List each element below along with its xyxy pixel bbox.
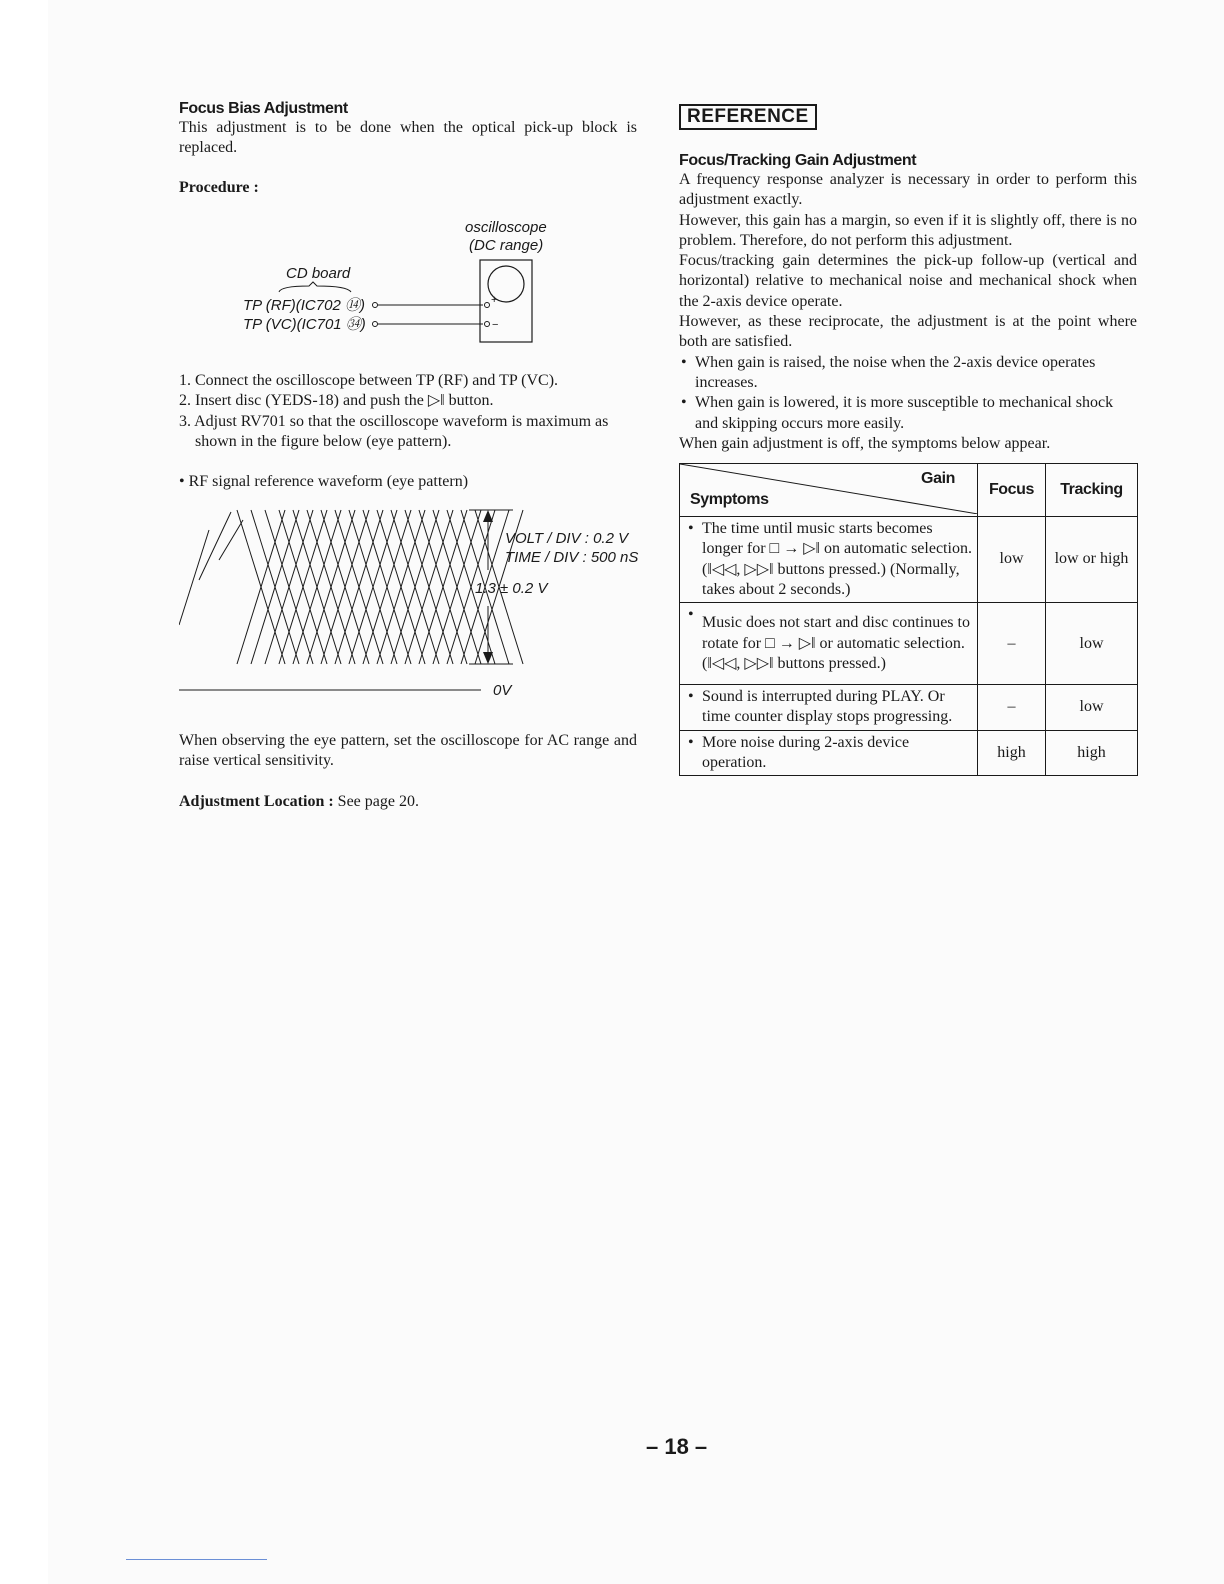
focus-cell: high	[978, 730, 1046, 776]
paragraph-4: However, as these reciprocate, the adjustment is at the point where both are satisfied.	[679, 313, 1137, 351]
bullet-lowered: • When gain is lowered, it is more susceptible to mechanical shock and skipping occurs more easily.	[679, 393, 1137, 434]
step-3: 3. Adjust RV701 so that the oscilloscope waveform is maximum as shown in the figure below (eye pattern).	[179, 412, 609, 450]
table-row	[680, 730, 1138, 776]
adjustment-location	[179, 792, 637, 812]
cd-board-label: CD board	[286, 265, 351, 282]
connection-diagram	[179, 210, 639, 350]
scan-mark	[126, 1559, 267, 1560]
tracking-cell: low	[1046, 685, 1138, 731]
oscilloscope-box	[480, 260, 532, 342]
intro-text: This adjustment is to be done when the optical pick-up block is replaced.	[179, 119, 637, 157]
paragraph-3: Focus/tracking gain determines the pick-up follow-up (vertical and horizontal) relative to mechanical noise and mechanical shock when the 2-axis device operate.	[679, 252, 1137, 310]
volt-div-label: VOLT / DIV : 0.2 V	[505, 530, 629, 547]
tp-vc-terminal	[373, 322, 378, 327]
page-number: – 18 –	[646, 1434, 708, 1459]
oscilloscope-label: oscilloscope	[465, 219, 547, 236]
tp-vc-label: TP (VC)(IC701 ㉞)	[243, 316, 366, 333]
paragraph-1: A frequency response analyzer is necessary in order to perform this adjustment exactly.	[679, 171, 1137, 209]
location-label: Adjustment Location :	[179, 792, 334, 810]
tracking-cell: high	[1046, 730, 1138, 776]
gain-symptoms-header	[680, 464, 978, 517]
tracking-cell: low or high	[1046, 517, 1138, 603]
dc-range-label: (DC range)	[469, 237, 544, 254]
focus-cell: –	[978, 685, 1046, 731]
cd-board-brace	[279, 282, 351, 292]
table-row	[680, 603, 1138, 685]
table-header-row	[680, 464, 1138, 517]
paragraph-5: When gain adjustment is off, the symptoms below appear.	[679, 434, 1051, 452]
section-heading: Focus Bias Adjustment	[179, 100, 348, 117]
plus-sign: +	[491, 294, 498, 306]
arrow-head-up	[483, 510, 493, 522]
symptoms-header: Symptoms	[690, 490, 769, 508]
eye-pattern-waveform	[179, 510, 523, 664]
time-div-label: TIME / DIV : 500 nS	[505, 549, 639, 566]
gain-bullets	[679, 353, 1137, 434]
symptoms-table	[679, 463, 1138, 776]
step-1: 1. Connect the oscilloscope between TP (RF) and TP (VC).	[179, 372, 559, 389]
arrow-head-down	[483, 652, 493, 664]
eye-pattern-figure	[179, 500, 639, 705]
observe-block	[179, 731, 637, 812]
table-row	[680, 517, 1138, 603]
gain-header: Gain	[921, 470, 955, 487]
focus-header: Focus	[978, 464, 1046, 517]
step-2: 2. Insert disc (YEDS-18) and push the ▷‖ button.	[179, 392, 494, 410]
observe-note: When observing the eye pattern, set the oscilloscope for AC range and raise vertical sensitivity.	[179, 732, 637, 770]
procedure-steps	[179, 371, 637, 492]
minus-sign: −	[492, 319, 499, 331]
tracking-header: Tracking	[1046, 464, 1138, 517]
tracking-cell: low	[1046, 603, 1138, 685]
tp-rf-terminal	[373, 303, 378, 308]
symptom-cell: • Sound is interrupted during PLAY. Or time counter display stops progressing.	[680, 685, 978, 731]
paragraph-2: However, this gain has a margin, so even if it is slightly off, there is no problem. Therefore, do not perform this adjustment.	[679, 211, 1137, 249]
tp-rf-label: TP (RF)(IC702 ⑭)	[243, 297, 365, 314]
rf-note: • RF signal reference waveform (eye pattern)	[179, 473, 469, 491]
symptom-cell: • Music does not start and disc continues to rotate for □ → ▷‖ or automatic selection. (‖◁◁, ▷▷‖ buttons pressed.)	[680, 603, 978, 685]
symptom-cell: • The time until music starts becomes longer for □ → ▷‖ on automatic selection. (‖◁◁, ▷▷‖ buttons pressed.) (Normally, takes about 2 seconds.)	[680, 517, 978, 603]
scope-minus-terminal	[485, 322, 490, 327]
gain-heading: Focus/Tracking Gain Adjustment	[679, 152, 917, 169]
procedure-label: Procedure :	[179, 178, 259, 196]
bullet-raised: • When gain is raised, the noise when the 2-axis device operates increases.	[679, 353, 1137, 394]
focus-bias-section	[179, 100, 637, 197]
reference-badge: REFERENCE	[679, 104, 817, 130]
table-row	[680, 685, 1138, 731]
amplitude-label: 1.3 ± 0.2 V	[475, 580, 548, 597]
scope-plus-terminal	[485, 303, 490, 308]
eye-trace	[179, 530, 209, 625]
focus-cell: –	[978, 603, 1046, 685]
focus-cell: low	[978, 517, 1046, 603]
eye-trace	[219, 520, 243, 560]
reference-section	[679, 100, 1137, 454]
zero-volt-label: 0V	[493, 682, 512, 699]
symptom-cell: • More noise during 2-axis device operation.	[680, 730, 978, 776]
location-value: See page 20.	[333, 792, 419, 810]
